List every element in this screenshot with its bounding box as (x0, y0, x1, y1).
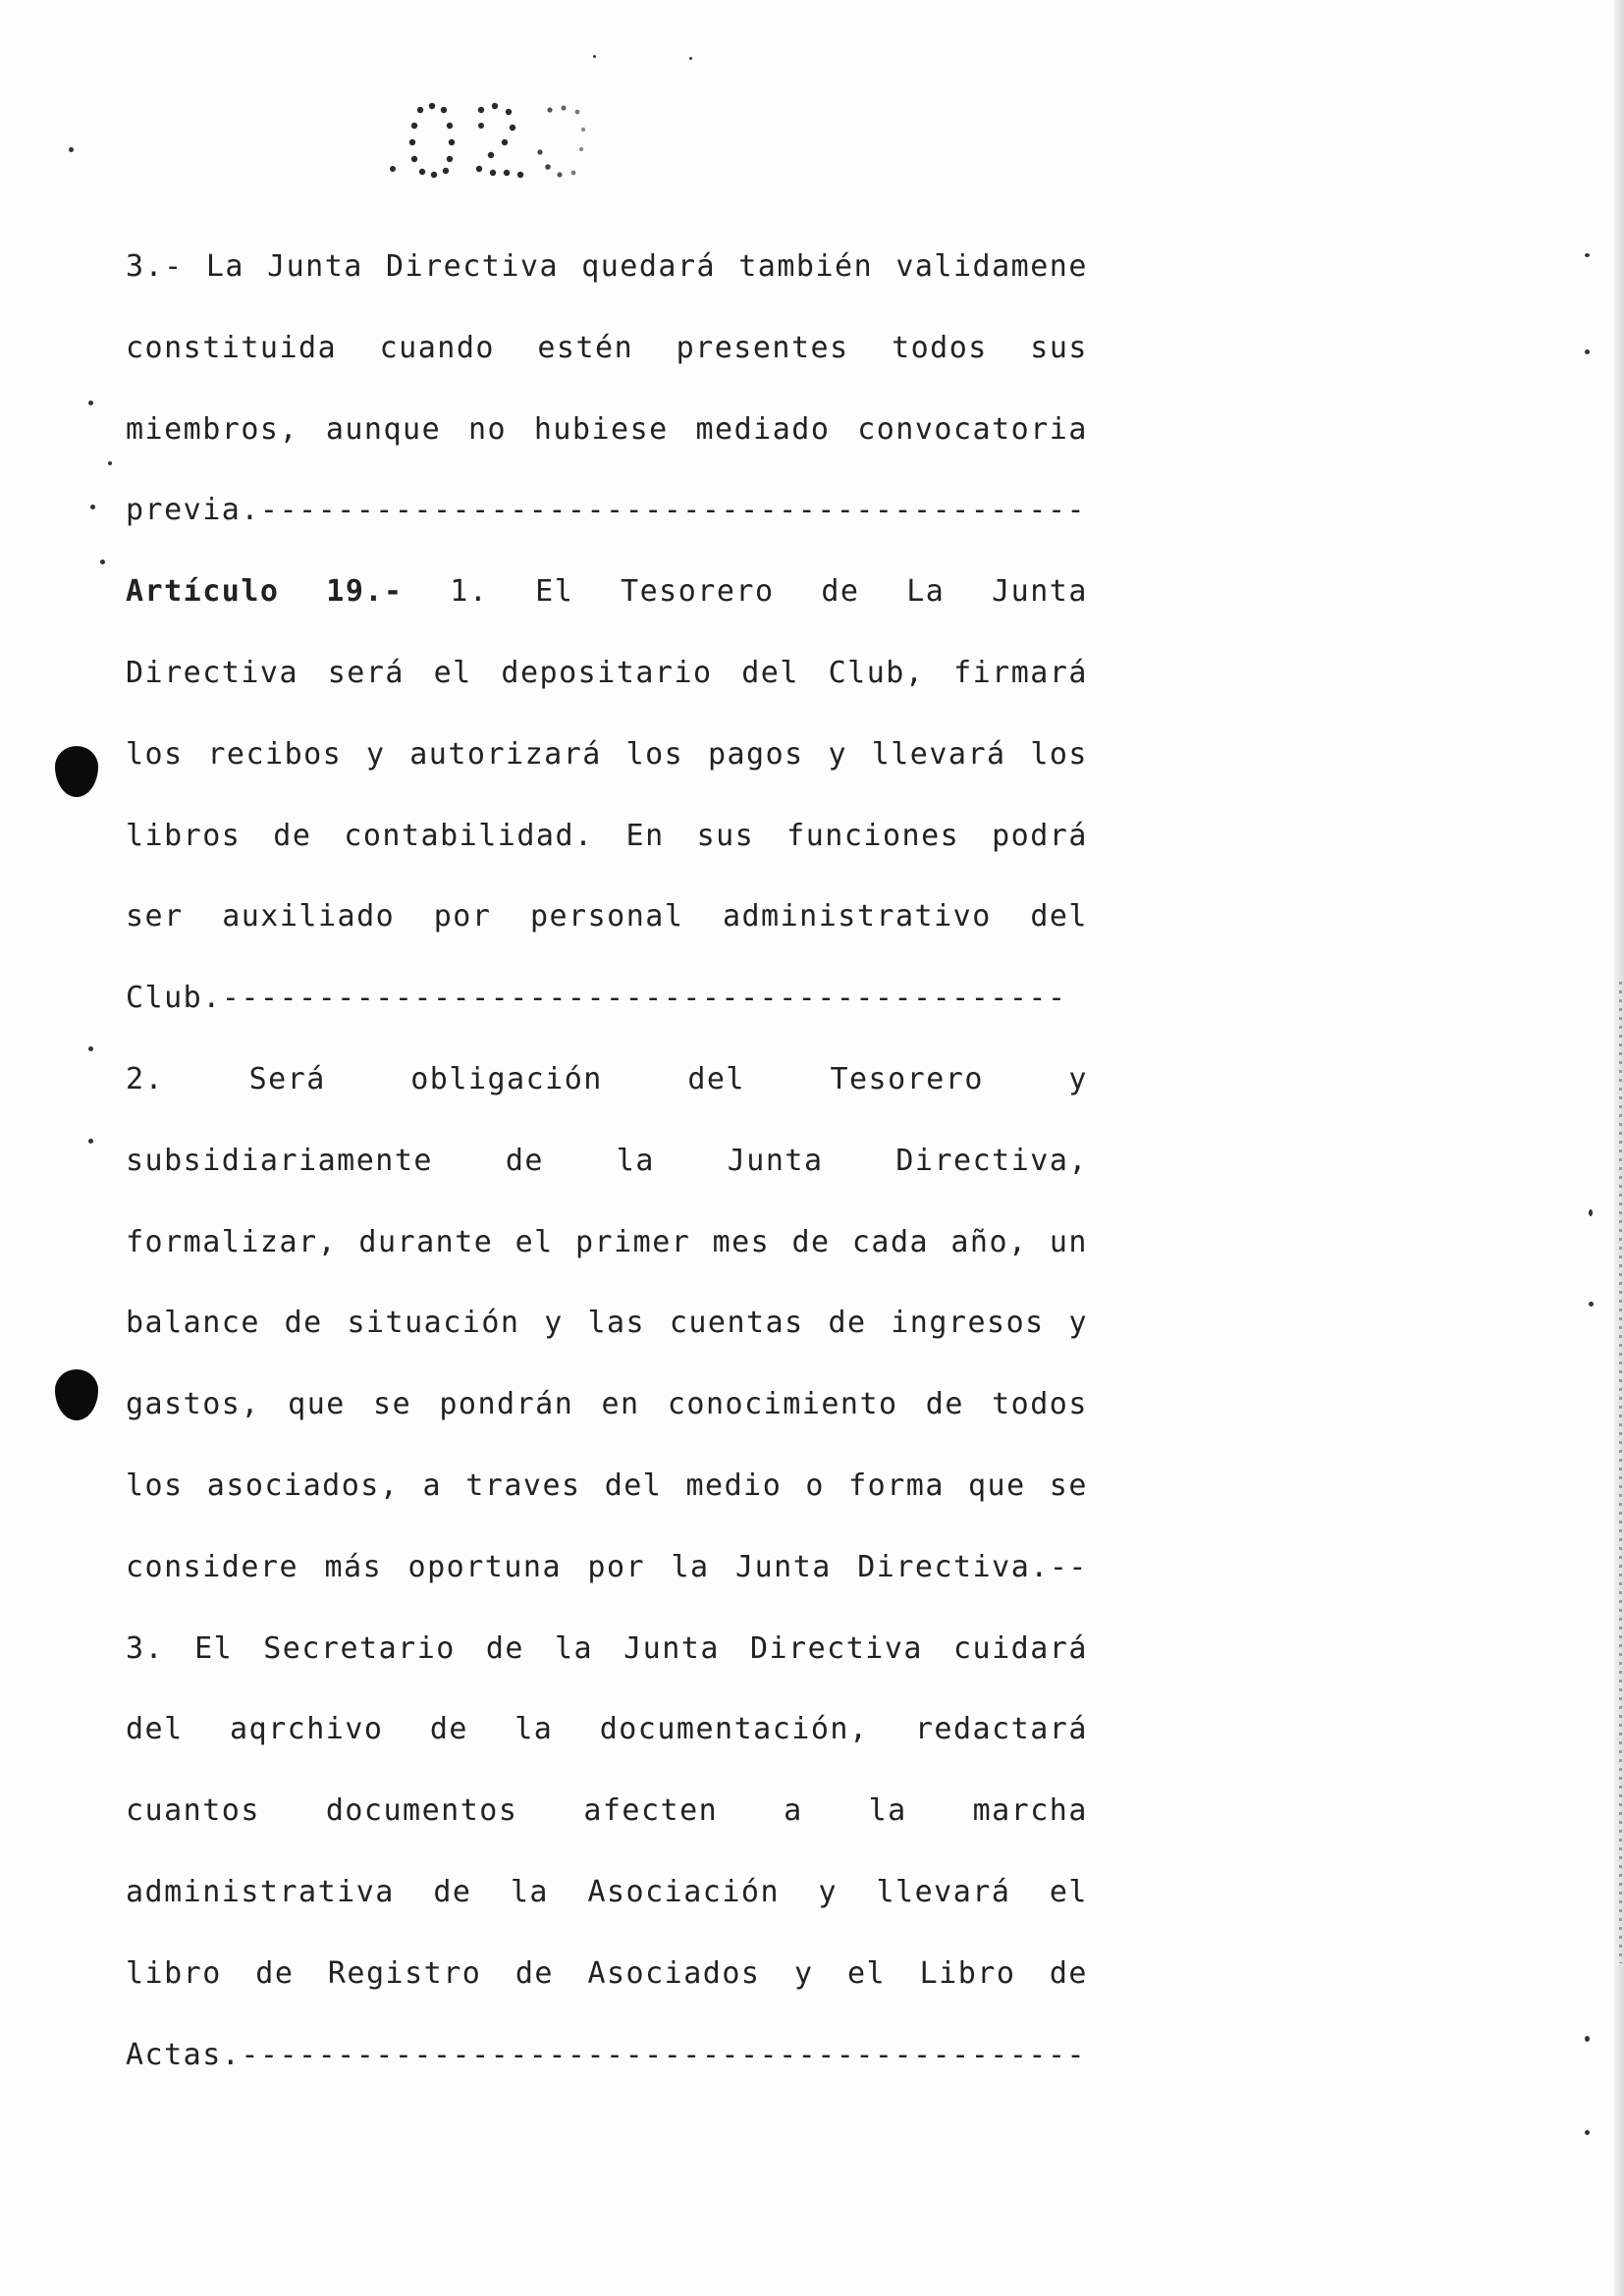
text-word: funciones (786, 818, 960, 853)
text-word: aqrchivo (230, 1712, 384, 1747)
text-word: los (126, 1468, 184, 1503)
text-word: cuando (379, 330, 495, 365)
text-word: los (126, 736, 184, 772)
text-word: y (544, 1306, 564, 1341)
text-word: de (433, 1874, 472, 1909)
text-word: obligación (410, 1061, 603, 1096)
text-word: cuentas (669, 1306, 804, 1341)
text-word: en (601, 1387, 640, 1422)
text-word: a (784, 1793, 803, 1829)
text-word: primer (574, 1224, 691, 1259)
text-word: la (616, 1143, 655, 1178)
text-word: Directiva (386, 249, 560, 284)
text-word: miembros, (126, 411, 299, 447)
margin-speck (1585, 2036, 1590, 2042)
text-word: depositario (501, 655, 713, 690)
text-word: estén (537, 330, 634, 365)
margin-speck (100, 560, 105, 564)
text-word: de (505, 1143, 544, 1178)
text-word: considere (126, 1549, 299, 1584)
text-word: Asociados (587, 1955, 761, 1991)
text-word: presentes (676, 330, 849, 365)
text-word: todos (892, 330, 988, 365)
text-word: 3.- (126, 249, 184, 284)
text-word: por (433, 899, 492, 934)
text-word: del (687, 1061, 745, 1096)
text-line (126, 1375, 1088, 1457)
text-word: los (625, 736, 684, 772)
text-word: un (1049, 1224, 1088, 1259)
text-line (126, 1863, 1088, 1945)
margin-speck (1585, 2130, 1590, 2135)
text-word: oportuna (407, 1549, 563, 1584)
text-word: auxiliado (222, 899, 396, 934)
text-word: Secretario (263, 1630, 456, 1666)
text-word: la (868, 1793, 907, 1829)
text-word: Club.-------------------------------------------- (126, 981, 1067, 1016)
text-word: no (467, 411, 508, 447)
text-word: la (671, 1549, 710, 1584)
margin-speck (1585, 253, 1590, 257)
text-word: pagos (707, 736, 804, 772)
text-word: y (1068, 1061, 1088, 1096)
text-word: contabilidad. (344, 818, 594, 853)
text-line (126, 1620, 1088, 1701)
text-word: el (1049, 1874, 1088, 1909)
perforated-page-number (383, 98, 619, 196)
text-word: hubiese (533, 411, 669, 447)
text-word: se (373, 1387, 412, 1422)
text-word: pondrán (439, 1387, 574, 1422)
text-word: redactará (914, 1712, 1088, 1747)
text-line (126, 807, 1088, 888)
text-line (126, 1538, 1088, 1620)
text-word: la (514, 1712, 554, 1747)
text-word: Directiva, (895, 1143, 1088, 1178)
text-word: La (906, 574, 946, 610)
text-line (126, 1050, 1088, 1132)
text-word: Directiva (126, 655, 299, 690)
margin-speck (88, 1046, 93, 1051)
text-word: aunque (325, 411, 442, 447)
text-word: y (366, 736, 386, 772)
text-word: del (1030, 899, 1088, 934)
text-word: Club, (828, 655, 925, 690)
text-word: validamene (895, 249, 1088, 284)
text-word: año, (950, 1224, 1028, 1259)
text-word: 1. (450, 574, 489, 610)
text-word: ser (126, 899, 184, 934)
text-word: asociados, (206, 1468, 400, 1503)
text-word: de (429, 1712, 468, 1747)
text-word: En (625, 818, 665, 853)
text-word: administrativo (722, 899, 992, 934)
punch-hole-bottom (55, 1369, 98, 1420)
text-word: del (126, 1712, 184, 1747)
text-line (126, 481, 1088, 562)
text-line (126, 238, 1088, 319)
text-word: de (791, 1224, 831, 1259)
margin-speck (90, 505, 95, 509)
text-word: de (821, 574, 860, 610)
text-word: llevará (876, 1874, 1011, 1909)
margin-speck (88, 400, 93, 405)
text-word: Actas.-------------------------------------------- (126, 2037, 1087, 2072)
text-word: el (514, 1224, 554, 1259)
text-word: documentos (325, 1793, 518, 1829)
text-word: de (273, 818, 312, 853)
text-word: El (194, 1630, 234, 1666)
text-word: Directiva.-- (857, 1549, 1088, 1584)
text-word: marcha (972, 1793, 1088, 1829)
text-word: más (324, 1549, 383, 1584)
text-word: Será (248, 1061, 326, 1096)
text-word: Asociación (587, 1874, 781, 1909)
text-word: y (828, 736, 847, 772)
text-word: de (284, 1306, 323, 1341)
text-word: Junta (735, 1549, 832, 1584)
text-word: todos (992, 1387, 1088, 1422)
text-word: se (1049, 1468, 1088, 1503)
text-word: previa.------------------------------------------- (126, 493, 1087, 528)
text-word: cada (851, 1224, 930, 1259)
text-word: libro (126, 1955, 222, 1991)
text-word: La (205, 249, 244, 284)
text-word: que (968, 1468, 1026, 1503)
text-word: durante (358, 1224, 494, 1259)
text-word: el (847, 1955, 887, 1991)
text-word: quedará (581, 249, 717, 284)
margin-speck (69, 147, 74, 152)
text-word: Tesorero (621, 574, 775, 610)
text-word: o (805, 1468, 825, 1503)
text-word: autorizará (409, 736, 602, 772)
text-word: forma (848, 1468, 945, 1503)
text-word: el (433, 655, 472, 690)
text-word: la (510, 1874, 549, 1909)
text-word: los (1030, 736, 1088, 772)
text-line (126, 319, 1088, 400)
text-word: por (587, 1549, 646, 1584)
page-edge-dots (1619, 982, 1622, 1963)
text-word: conocimiento (667, 1387, 898, 1422)
text-line (126, 1132, 1088, 1213)
text-line (126, 1213, 1088, 1295)
text-line (126, 1945, 1088, 2026)
text-word: de (485, 1630, 524, 1666)
statute-text (126, 238, 1088, 2107)
text-line (126, 1700, 1088, 1782)
text-line (126, 1294, 1088, 1375)
text-word: afecten (583, 1793, 719, 1829)
text-word: del (741, 655, 799, 690)
text-word: y (1068, 1306, 1088, 1341)
text-word: convocatoria (857, 411, 1088, 447)
text-word: administrativa (126, 1874, 395, 1909)
text-word: de (514, 1955, 554, 1991)
text-word: formalizar, (126, 1224, 338, 1259)
text-word: personal (529, 899, 684, 934)
text-word: situación (347, 1306, 520, 1341)
text-word: medio (685, 1468, 783, 1503)
text-word: 3. (126, 1630, 165, 1666)
text-word: Tesorero (830, 1061, 984, 1096)
text-word: recibos (207, 736, 343, 772)
text-word: que (288, 1387, 346, 1422)
text-word: 19.- (326, 574, 404, 610)
text-word: Junta (267, 249, 363, 284)
text-word: sus (1030, 330, 1088, 365)
text-word: 2. (126, 1061, 165, 1096)
text-word: constituida (126, 330, 338, 365)
text-word: cuantos (126, 1793, 260, 1829)
text-word: del (604, 1468, 663, 1503)
text-word: a (422, 1468, 443, 1503)
text-word: Junta (992, 574, 1088, 610)
text-line (126, 725, 1088, 807)
text-word: de (255, 1955, 295, 1991)
text-word: de (925, 1387, 964, 1422)
text-line (126, 1782, 1088, 1863)
text-word: gastos, (126, 1387, 260, 1422)
text-word: firmará (953, 655, 1088, 690)
margin-speck (1589, 1209, 1593, 1216)
text-line (126, 969, 1088, 1050)
text-line (126, 562, 1088, 644)
text-word: subsidiariamente (126, 1143, 433, 1178)
text-word: Registro (327, 1955, 482, 1991)
margin-speck (88, 1139, 93, 1144)
text-word: libros (126, 818, 242, 853)
text-word: llevará (871, 736, 1006, 772)
margin-speck (1589, 1302, 1594, 1307)
margin-speck (108, 461, 112, 465)
text-word: las (587, 1306, 646, 1341)
margin-speck (593, 55, 596, 58)
text-word: y (793, 1955, 814, 1991)
text-line (126, 1457, 1088, 1538)
text-word: El (535, 574, 574, 610)
text-word: Artículo (126, 574, 280, 610)
margin-speck (689, 57, 692, 60)
text-word: Libro (919, 1955, 1016, 1991)
text-word: traves (465, 1468, 581, 1503)
text-word: también (738, 249, 874, 284)
text-word: Directiva (749, 1630, 923, 1666)
text-word: de (1049, 1955, 1088, 1991)
text-word: mes (712, 1224, 771, 1259)
text-word: mediado (695, 411, 831, 447)
text-word: balance (126, 1306, 260, 1341)
text-line (126, 2026, 1088, 2108)
text-line (126, 644, 1088, 725)
text-word: y (818, 1874, 839, 1909)
text-word: documentación, (599, 1712, 869, 1747)
punch-hole-top (55, 746, 98, 797)
text-word: ingresos (891, 1306, 1045, 1341)
text-word: podrá (992, 818, 1088, 853)
text-word: sus (696, 818, 755, 853)
margin-speck (1585, 349, 1590, 354)
text-line (126, 400, 1088, 482)
text-word: Junta (623, 1630, 720, 1666)
text-word: la (555, 1630, 594, 1666)
text-word: será (327, 655, 405, 690)
text-line (126, 887, 1088, 969)
text-word: Junta (727, 1143, 824, 1178)
text-word: cuidará (953, 1630, 1088, 1666)
text-word: de (828, 1306, 867, 1341)
